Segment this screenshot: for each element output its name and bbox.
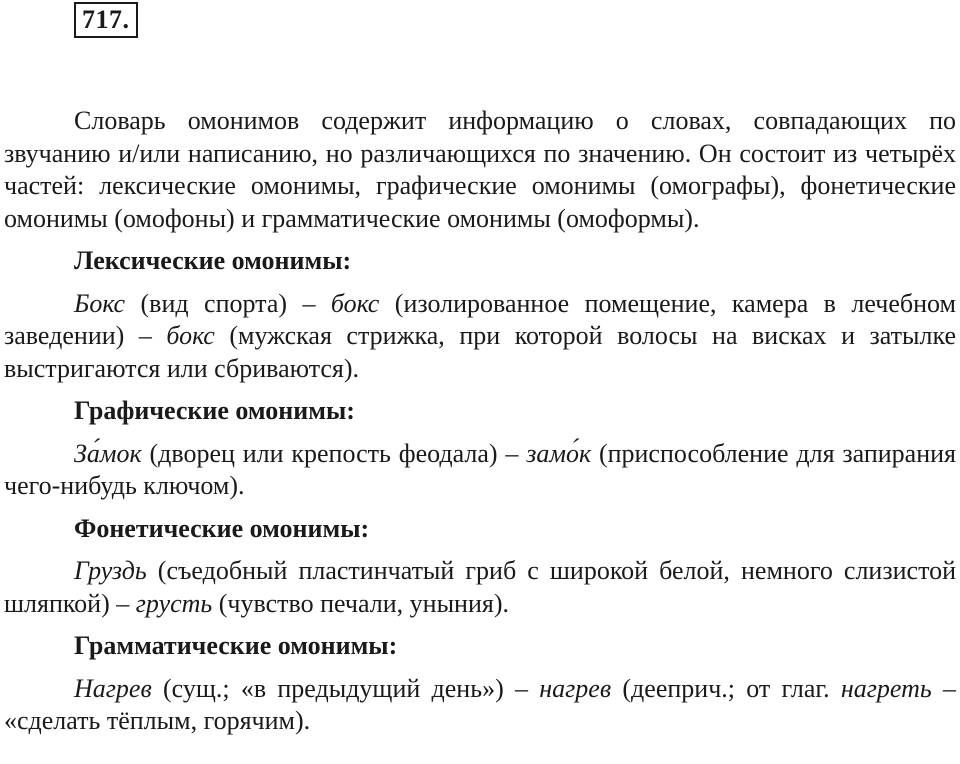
section-heading: Фонетические омонимы: xyxy=(74,513,370,543)
term-word: Груздь xyxy=(74,556,147,585)
definition-text: (мужская стрижка, при которой волосы на висках и затылке выстригаются или сбриваются). xyxy=(4,321,956,383)
section-phonetic xyxy=(4,513,956,621)
section-heading: Графические омонимы: xyxy=(74,396,355,425)
section-graphic xyxy=(4,395,956,503)
section-grammatical xyxy=(4,630,956,738)
definition-text: – «сделать тёплым, горячим). xyxy=(4,673,956,735)
term-word: бокс xyxy=(166,321,215,350)
term-word: нагрев xyxy=(539,673,612,703)
definition-text: (изолированное помещение, камера в лечебном заведении) – xyxy=(4,288,956,350)
section-lexical xyxy=(4,245,956,385)
definition-text: (дворец или крепость феодала) – xyxy=(141,438,527,468)
term-word: За́мок xyxy=(74,438,142,468)
definition-text: (чувство печали, уныния). xyxy=(212,588,509,618)
section-heading: Грамматические омонимы: xyxy=(74,631,398,660)
exercise-text xyxy=(4,105,956,738)
definition-text: (дееприч.; от глаг. xyxy=(611,673,841,703)
term-word: Нагрев xyxy=(74,673,152,703)
section-body xyxy=(4,438,956,503)
term-word: нагреть xyxy=(840,673,932,703)
definition-text: (вид спорта) – xyxy=(125,288,331,318)
term-word: бокс xyxy=(330,288,380,318)
term-word: Бокс xyxy=(74,288,126,318)
section-body xyxy=(4,673,956,738)
definition-text: (сущ.; «в предыдущий день») – xyxy=(151,673,540,703)
term-word: грусть xyxy=(135,588,213,618)
term-word: замо́к xyxy=(526,438,592,468)
section-body xyxy=(4,555,956,620)
definition-text: (съедобный пластинчатый гриб с широкой белой, немного слизистой шляпкой) – xyxy=(4,556,956,618)
exercise-number: 717. xyxy=(74,2,138,38)
intro-paragraph: Словарь омонимов содержит информацию о словах, совпадающих по звучанию и/или написанию, но различающихся по значению. Он состоит из четырёх частей: лексические омонимы, графические омонимы (омографы), фонетические омонимы (омофоны) и грамматические омонимы (омоформы). xyxy=(4,106,956,233)
definition-text: (приспособление для запирания чего-нибудь ключом). xyxy=(4,438,956,500)
section-heading: Лексические омонимы: xyxy=(74,246,352,275)
section-body xyxy=(4,288,956,386)
